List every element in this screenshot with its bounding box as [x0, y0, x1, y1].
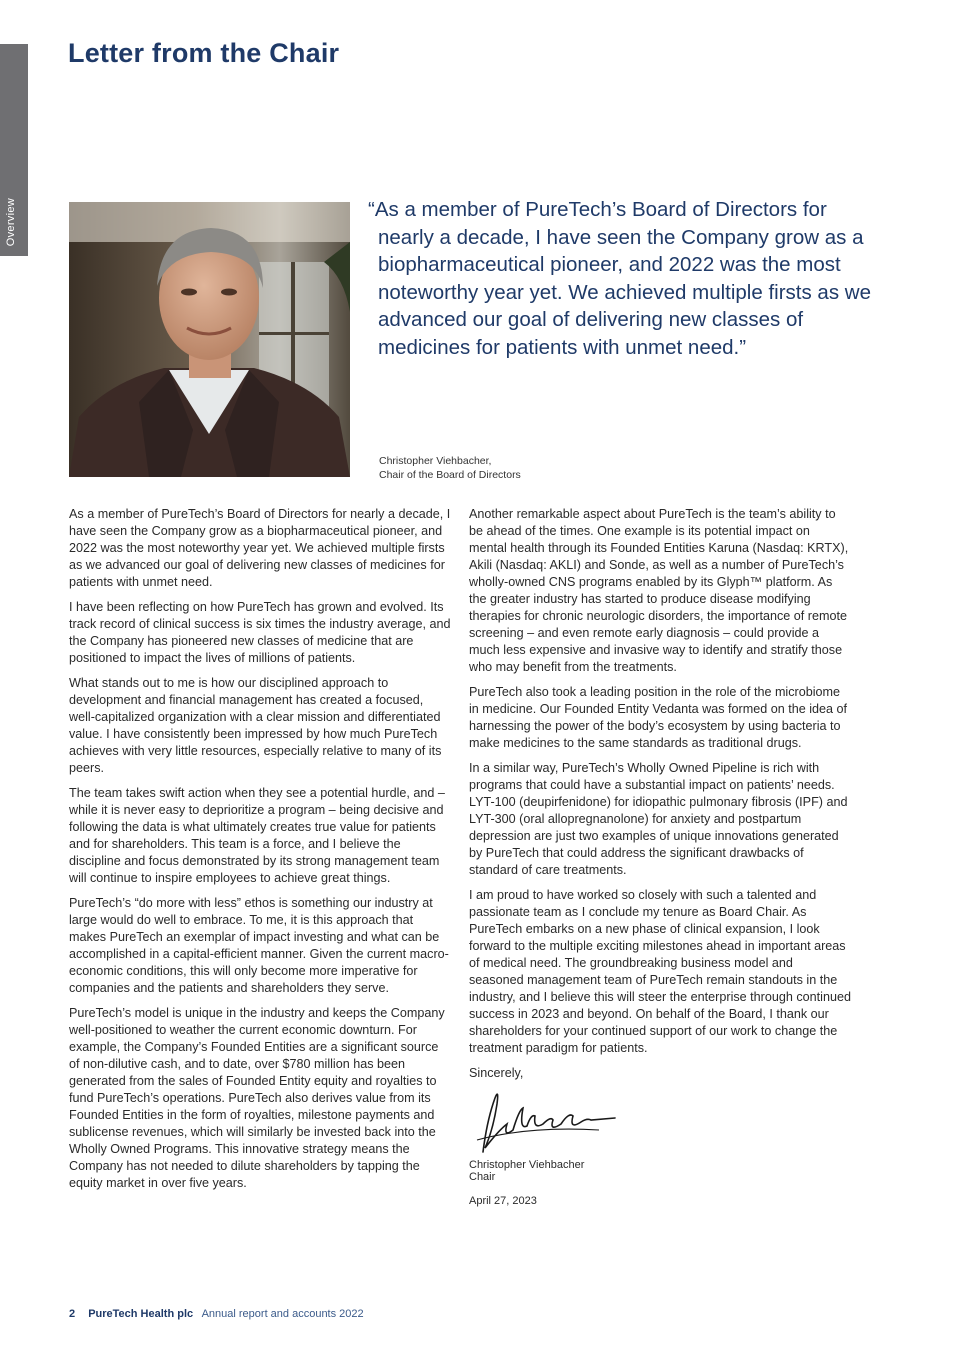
body-paragraph: PureTech’s model is unique in the industry and keeps the Company well-positioned to weather the current economic downturn. For example, the Company’s Founded Entities are a significant source of non-dilutive cash, and to date, over $780 million has been generated from the sales of Founded Entity equity and royalties to fund PureTech’s operations. PureTech also derives value from its Founded Entities in the form of royalties, milestone payments and sublicense revenues, which will similarly be invested back into the Wholly Owned Programs. This innovative strategy means the Company has not needed to dilute shareholders by tapping the equity market in over five years. [69, 1006, 445, 1190]
body-paragraph: As a member of PureTech’s Board of Directors for nearly a decade, I have seen the Company grow as a biopharmaceutical pioneer, and 2022 was the most noteworthy year yet. We achieved multiple firsts as we advanced our goal of delivering new classes of medicines for patients with unmet need. [69, 507, 451, 589]
section-tab [0, 44, 28, 256]
body-paragraph: The team takes swift action when they see a potential hurdle, and – while it is never easy to deprioritize a program – being decisive and following the data is what ultimately creates true value for patients and for shareholders. This team is a force, and I believe the discipline and focus demonstrated by its strong management team will continue to inspire employees to achieve great things. [69, 786, 445, 885]
signoff-title: Chair [469, 1171, 496, 1183]
body-paragraph: Another remarkable aspect about PureTech is the team’s ability to be ahead of the times. One example is its potential impact on mental health through its Founded Entities Karuna (Nasdaq: KRTX), Akili (Nasdaq: AKLI) and Sonde, as well as a number of PureTech’s wholly-owned CNS programs enabled by its Glyph™ platform. As the greater industry has started to produce disease modifying therapies for chronic neurologic disorders, the importance of remote screening – and even remote early diagnosis – could provide a much less expensive and invasive way to identify and stratify those who may benefit from the treatments. [469, 507, 849, 674]
body-column-left [69, 506, 451, 1200]
chair-portrait [69, 202, 350, 477]
closing-salutation: Sincerely, [469, 1066, 524, 1080]
body-paragraph: In a similar way, PureTech’s Wholly Owned Pipeline is rich with programs that could have a substantial impact on patients’ needs. LYT-100 (deupirfenidone) for idiopathic pulmonary fibrosis (IPF) and LYT-300 (oral allopregnanolone) for anxiety and postpartum depression are just two examples of unique innovations generated by PureTech that could address the significant drawbacks of standard of care treatments. [469, 761, 848, 877]
page-number: 2 [69, 1308, 76, 1320]
body-paragraph: What stands out to me is how our disciplined approach to development and financial management has created a focused, well-capitalized organization with a clear mission and differentiated value. I have consistently been impressed by how much PureTech achieves with very little resources, especially relative to many of its peers. [69, 676, 442, 775]
signoff-date: April 27, 2023 [469, 1195, 537, 1207]
page-title: Letter from the Chair [68, 38, 340, 68]
footer-company: PureTech Health plc [88, 1308, 194, 1320]
body-column-right [469, 506, 851, 1210]
footer-report-title: Annual report and accounts 2022 [201, 1308, 364, 1320]
page-footer [69, 1308, 364, 1320]
body-paragraph: I am proud to have worked so closely with such a talented and passionate team as I conclude my tenure as Board Chair. As PureTech embarks on a new phase of clinical expansion, I look forward to the multiple exciting milestones ahead in important areas of medical need. The groundbreaking business model and seasoned management team of PureTech remain standouts in the industry, and I believe this will steer the enterprise through continued success in 2023 and beyond. On behalf of the Board, I thank our shareholders for your continued support of our work to change the treatment paradigm for patients. [469, 888, 851, 1055]
body-paragraph: PureTech’s “do more with less” ethos is something our industry at large would do well to embrace. To me, it is this approach that makes PureTech an exemplar of impact investing and what can be accomplished in a capital-efficient manner. Given the current macro-economic conditions, this will only become more imperative for companies and the patients and shareholders they serve. [69, 896, 449, 995]
quote-attribution-title: Chair of the Board of Directors [379, 469, 521, 481]
body-paragraph: I have been reflecting on how PureTech has grown and evolved. Its track record of clinical success is six times the industry average, and the Company has pioneered new classes of medicine that are positioned to impact the lives of millions of patients. [69, 600, 451, 665]
section-tab-label: Overview [5, 197, 17, 246]
pull-quote: “As a member of PureTech’s Board of Directors for nearly a decade, I have seen the Company grow as a biopharmaceutical pioneer, and 2022 was the most noteworthy year yet. We achieved multiple firsts as we advanced our goal of delivering new classes of medicines for patients with unmet need.” [368, 198, 871, 359]
handwritten-signature [469, 1090, 619, 1160]
body-paragraph: PureTech also took a leading position in the role of the microbiome in medicine. Our Founded Entity Vedanta was formed on the idea of harnessing the power of the body’s ecosystem by using bacteria to make medicines to the same standards as traditional drugs. [469, 685, 848, 750]
quote-attribution [379, 454, 679, 482]
signoff-name: Christopher Viehbacher [469, 1159, 585, 1171]
quote-attribution-name: Christopher Viehbacher, [379, 455, 492, 467]
